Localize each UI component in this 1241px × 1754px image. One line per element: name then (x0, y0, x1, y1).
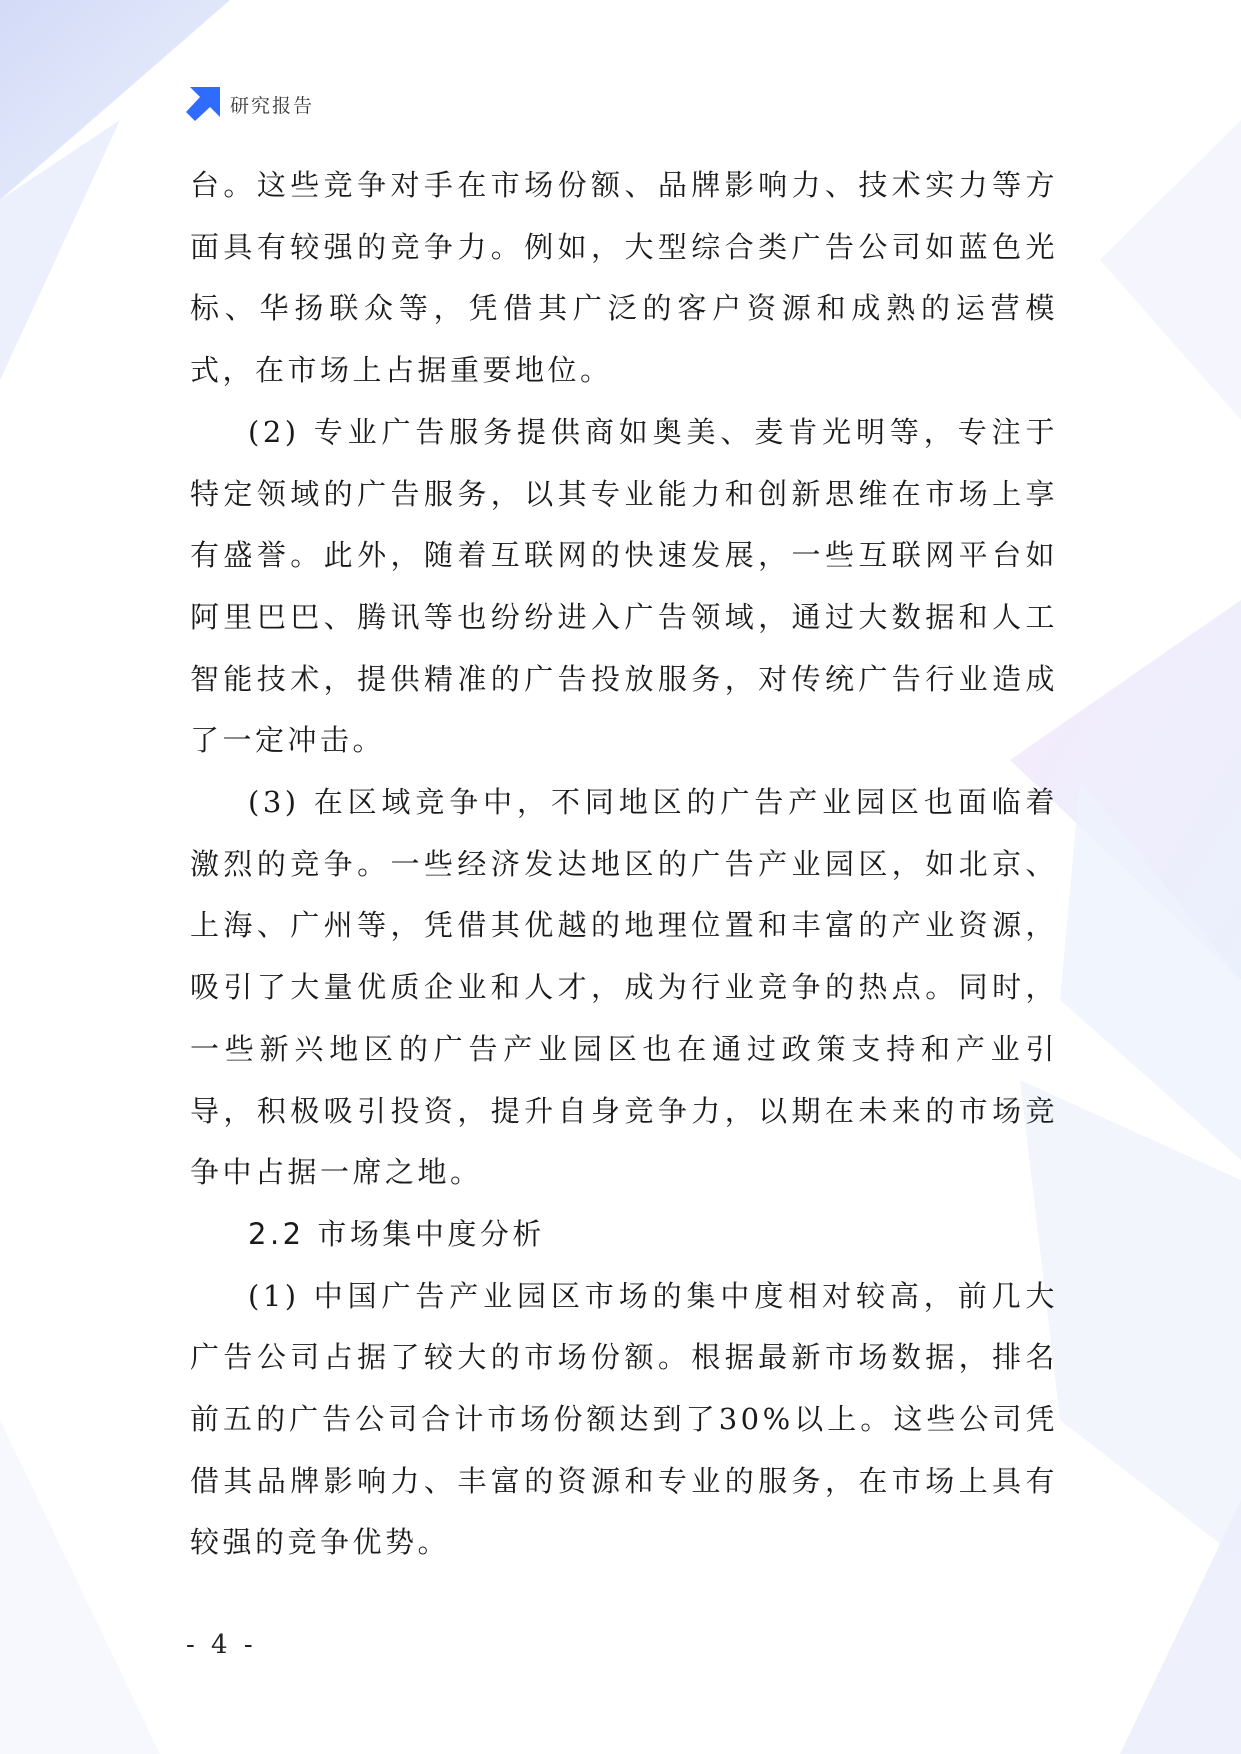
section-heading: 2.2 市场集中度分析 (248, 1216, 545, 1251)
report-header (186, 86, 314, 122)
document-body (190, 155, 1058, 1574)
paragraph-professional-agencies: (2) 专业广告服务提供商如奥美、麦肯光明等，专注于特定领域的广告服务，以其专业能力和创新思维在市场上享有盛誉。此外，随着互联网的快速发展，一些互联网平台如阿里巴巴、腾讯等也纷纷进入广告领域，通过大数据和人工智能技术，提供精准的广告投放服务，对传统广告行业造成了一定冲击。 (190, 414, 1058, 758)
paragraph-regional-competition: (3) 在区域竞争中，不同地区的广告产业园区也面临着激烈的竞争。一些经济发达地区的广告产业园区，如北京、上海、广州等，凭借其优越的地理位置和丰富的产业资源，吸引了大量优质企业和人才，成为行业竞争的热点。同时，一些新兴地区的广告产业园区也在通过政策支持和产业引导，积极吸引投资，提升自身竞争力，以期在未来的市场竞争中占据一席之地。 (190, 785, 1058, 1190)
header-label: 研究报告 (230, 94, 315, 117)
paragraph-competitors-continued: 台。这些竞争对手在市场份额、品牌影响力、技术实力等方面具有较强的竞争力。例如，大型综合类广告公司如蓝色光标、华扬联众等，凭借其广泛的客户资源和成熟的运营模式，在市场上占据重要地位。 (190, 168, 1058, 388)
arrow-up-right-icon (186, 87, 220, 121)
paragraph-market-concentration: (1) 中国广告产业园区市场的集中度相对较高，前几大广告公司占据了较大的市场份额。根据最新市场数据，排名前五的广告公司合计市场份额达到了30%以上。这些公司凭借其品牌影响力、丰富的资源和专业的服务，在市场上具有较强的竞争优势。 (190, 1278, 1058, 1560)
page-number: - 4 - (186, 1630, 257, 1660)
